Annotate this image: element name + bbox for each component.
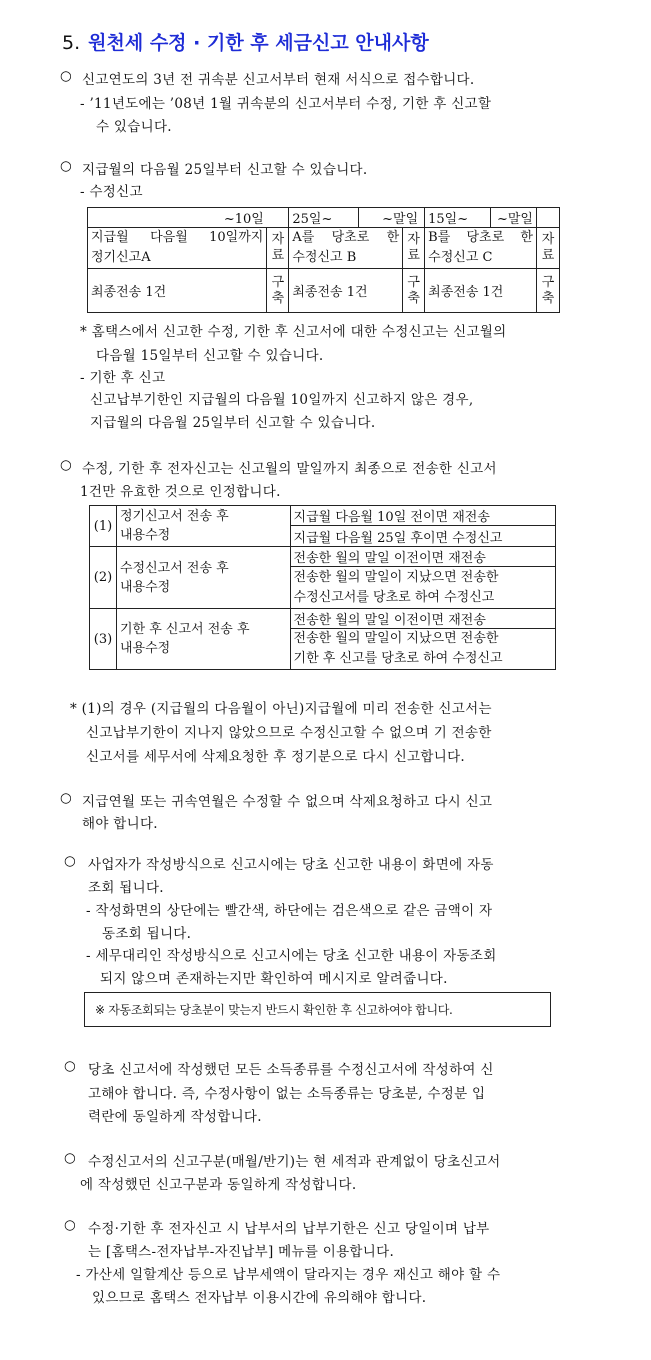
bullet: ○: [60, 158, 72, 174]
bullet: ○: [60, 68, 72, 84]
sub-item-line: 되지 않으며 존재하는지만 확인하여 메시지로 알려줍니다.: [100, 971, 448, 987]
paragraph-line: 수정신고서의 신고구분(매월/반기)는 현 세적과 관계없이 당초신고서: [88, 1154, 501, 1170]
paragraph-line: 사업자가 작성방식으로 신고시에는 당초 신고한 내용이 화면에 자동: [88, 857, 494, 873]
page-title: [62, 28, 429, 55]
paragraph-line: 는 [홈택스-전자납부-자진납부] 메뉴를 이용합니다.: [88, 1244, 395, 1260]
row-number: (3): [90, 609, 117, 670]
cell-line: A를 당초로 한: [292, 230, 400, 245]
paragraph-line: 지급월의 다음월 25일부터 신고할 수 있습니다.: [82, 162, 368, 178]
paragraph-line: 지급연월 또는 귀속연월은 수정할 수 없으며 삭제요청하고 다시 신고: [82, 794, 493, 810]
table-cell: 자 료: [403, 228, 425, 269]
table-cell: 구 축: [403, 269, 425, 313]
sub-item-line: 있으므로 홈택스 전자납부 이용시간에 유의해야 합니다.: [92, 1290, 427, 1306]
table-cell: 지급월 다음월 10일 전이면 재전송: [290, 506, 555, 526]
paragraph-line: 해야 합니다.: [82, 816, 158, 832]
table-cell: 최종전송 1건: [289, 269, 403, 313]
notice-box: ※ 자동조회되는 당초분이 맞는지 반드시 확인한 후 신고하여야 합니다.: [84, 992, 551, 1027]
sub-item-line: 신고납부기한인 지급월의 다음월 10일까지 신고하지 않은 경우,: [90, 392, 474, 408]
table-cell: 전송한 월의 말일 이전이면 재전송: [290, 547, 555, 567]
paragraph-line: 당초 신고서에 작성했던 모든 소득종류를 수정신고서에 작성하여 신: [88, 1062, 494, 1078]
bullet: ○: [60, 457, 72, 473]
bullet: ○: [60, 790, 72, 806]
table-cell: 전송한 월의 말일이 지났으면 전송한 기한 후 신고를 당초로 하여 수정신고: [290, 629, 555, 670]
sub-item-line: 지급월의 다음월 25일부터 신고할 수 있습니다.: [90, 415, 376, 431]
cell-line: 정기신고A: [91, 250, 151, 265]
table-cell: 정기신고서 전송 후 내용수정: [116, 506, 290, 547]
table-cell: 자 료: [536, 228, 559, 269]
paragraph-line: 수정, 기한 후 전자신고는 신고월의 말일까지 최종으로 전송한 신고서: [82, 461, 497, 477]
table-cell: [88, 228, 267, 269]
cell-line: B를 당초로 한: [428, 230, 533, 245]
table-cell: [289, 228, 403, 269]
table-header-cell: 15일~: [425, 208, 491, 228]
sub-item-line: 수 있습니다.: [96, 119, 172, 135]
paragraph-line: 1건만 유효한 것으로 인정합니다.: [80, 484, 281, 500]
section-number: 5.: [62, 32, 81, 54]
bullet: ○: [64, 853, 76, 869]
bullet: ○: [64, 1150, 76, 1166]
row-number: (2): [90, 547, 117, 609]
note-line: 다음월 15일부터 신고할 수 있습니다.: [96, 348, 324, 364]
bullet: ○: [64, 1217, 76, 1233]
table-cell: 구 축: [267, 269, 289, 313]
cell-line: 수정신고 B: [292, 250, 357, 265]
table-cell: 기한 후 신고서 전송 후 내용수정: [116, 609, 290, 670]
sub-item-line: - 작성화면의 상단에는 빨간색, 하단에는 검은색으로 같은 금액이 자: [86, 903, 493, 919]
cell-line: 수정신고 C: [428, 250, 493, 265]
table-cell: 전송한 월의 말일이 지났으면 전송한 수정신고서를 당초로 하여 수정신고: [290, 567, 555, 609]
table-header-cell: 25일~: [289, 208, 359, 228]
table-header-cell: ~말일: [491, 208, 537, 228]
sub-item-line: 동조회 됩니다.: [102, 926, 192, 942]
paragraph-line: 조회 됩니다.: [88, 880, 164, 896]
table-cell: 최종전송 1건: [425, 269, 537, 313]
paragraph-line: 수정·기한 후 전자신고 시 납부서의 납부기한은 신고 당일이며 납부: [88, 1221, 490, 1237]
note-line: 신고서를 세무서에 삭제요청한 후 정기분으로 다시 신고합니다.: [86, 749, 466, 765]
table-cell: [425, 228, 537, 269]
sub-item-line: - ’11년도에는 ’08년 1월 귀속분의 신고서부터 수정, 기한 후 신고할: [80, 96, 492, 112]
table-cell: 수정신고서 전송 후 내용수정: [116, 547, 290, 609]
table-cell: 자 료: [267, 228, 289, 269]
bullet: ○: [64, 1058, 76, 1074]
row-number: (1): [90, 506, 117, 547]
table-header-cell: ~말일: [359, 208, 425, 228]
note-line: * 홈택스에서 신고한 수정, 기한 후 신고서에 대한 수정신고는 신고월의: [80, 324, 507, 340]
cell-line: 지급월 다음월 10일까지: [91, 230, 264, 245]
amendment-timeline-table: [87, 207, 560, 313]
table-cell: 최종전송 1건: [88, 269, 267, 313]
note-line: 신고납부기한이 지나지 않았으므로 수정신고할 수 없으며 기 전송한: [86, 725, 492, 741]
table-header-cell: ~10일: [88, 208, 267, 228]
sub-item-line: - 세무대리인 작성방식으로 신고시에는 당초 신고한 내용이 자동조회: [86, 948, 497, 964]
paragraph-line: 에 작성했던 신고구분과 동일하게 작성합니다.: [80, 1177, 357, 1193]
sub-item-line: - 수정신고: [80, 184, 143, 200]
table-cell: 구 축: [536, 269, 559, 313]
table-cell: 지급월 다음월 25일 후이면 수정신고: [290, 526, 555, 547]
table-cell: 전송한 월의 말일 이전이면 재전송: [290, 609, 555, 629]
paragraph-line: 력란에 동일하게 작성합니다.: [88, 1109, 262, 1125]
sub-item-line: - 가산세 일할계산 등으로 납부세액이 달라지는 경우 재신고 해야 할 수: [76, 1267, 501, 1283]
resubmission-table: [89, 505, 556, 670]
section-title: 원천세 수정 · 기한 후 세금신고 안내사항: [88, 32, 429, 54]
sub-item-line: - 기한 후 신고: [80, 370, 166, 386]
note-line: * (1)의 경우 (지급월의 다음월이 아닌)지급월에 미리 전송한 신고서는: [70, 701, 492, 717]
paragraph-line: 신고연도의 3년 전 귀속분 신고서부터 현재 서식으로 접수합니다.: [82, 72, 475, 88]
paragraph-line: 고해야 합니다. 즉, 수정사항이 없는 소득종류는 당초분, 수정분 입: [88, 1086, 486, 1102]
